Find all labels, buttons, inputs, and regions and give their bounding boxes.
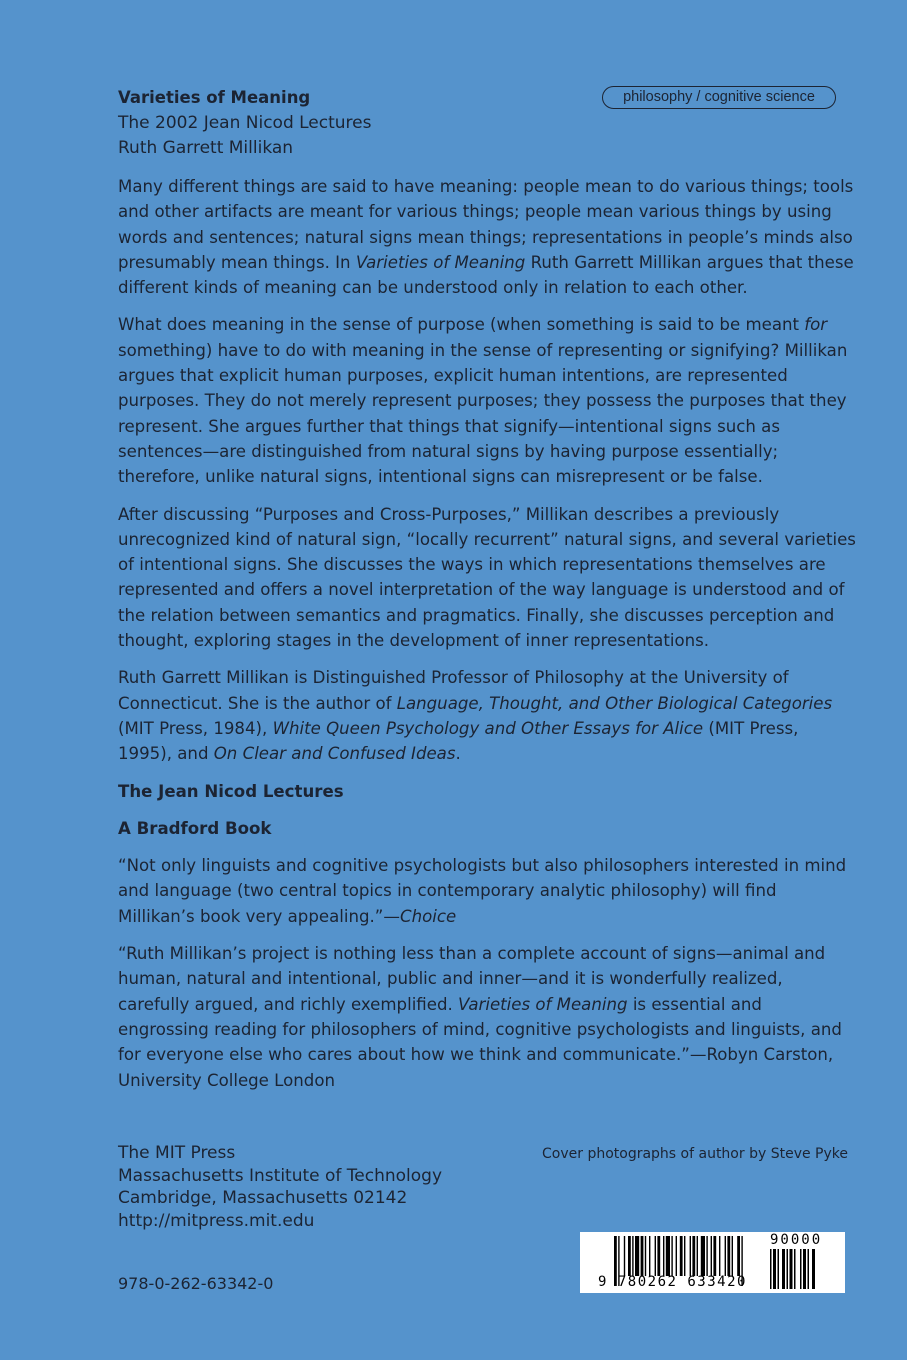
barcode: [580, 1232, 845, 1293]
barcode-bar: [803, 1249, 806, 1289]
barcode-bar: [655, 1236, 656, 1276]
series-line: The 2002 Jean Nicod Lectures: [118, 113, 372, 133]
barcode-bar: [808, 1249, 810, 1289]
barcode-bar: [671, 1236, 672, 1276]
paragraph-author-bio: Ruth Garrett Millikan is Distinguished Professor of Philosophy at the University of Connecticut. She is the author of Language, Thought, and Other Biological Categories (MIT Press, 1984), White Queen Psychology and Other Essays for Alice (MIT Press, 1995), and On Clear and Confused Ideas.: [118, 668, 833, 764]
category-tag: philosophy / cognitive science: [602, 86, 836, 109]
barcode-bar: [635, 1236, 639, 1276]
barcode-digits: 9 780262 633420: [598, 1274, 747, 1290]
barcode-bar: [732, 1236, 733, 1276]
barcode-bar: [778, 1249, 780, 1289]
publisher-url: http://mitpress.mit.edu: [118, 1210, 315, 1231]
barcode-bar: [719, 1236, 720, 1276]
barcode-bar: [794, 1249, 796, 1289]
barcode-bar: [676, 1236, 677, 1276]
barcode-bar: [782, 1249, 785, 1289]
body-text: [118, 174, 856, 1105]
author-name: Ruth Garrett Millikan: [118, 138, 294, 158]
publisher-institution: Massachusetts Institute of Technology: [118, 1165, 443, 1186]
review-quote-choice: “Not only linguists and cognitive psychologists but also philosophers interested in mind and language (two central topics in contemporary analytic philosophy) will find Millikan’s book very appealing.”—Choice: [118, 856, 847, 926]
barcode-bar: [649, 1236, 650, 1276]
barcode-addon-digits: 90000: [770, 1232, 823, 1248]
barcode-bar: [628, 1236, 631, 1276]
photo-credit: Cover photographs of author by Steve Pyke: [542, 1146, 848, 1162]
barcode-bar: [812, 1249, 815, 1289]
barcode-bar: [657, 1236, 660, 1276]
barcode-bar: [632, 1236, 633, 1276]
barcode-bar: [713, 1236, 716, 1276]
barcode-bar: [684, 1236, 685, 1276]
barcode-bar: [666, 1236, 670, 1276]
barcode-bar: [770, 1249, 772, 1289]
series-heading: The Jean Nicod Lectures: [118, 781, 344, 801]
publisher-name: The MIT Press: [118, 1143, 236, 1163]
barcode-bar: [787, 1249, 789, 1289]
paragraph-description-1: Many different things are said to have meaning: people mean to do various things; tools and other artifacts are meant for various things; people mean various things by using words and sentences; natural signs mean things; representations in people’s minds also presumably mean things. In Varieties of Meaning Ruth Garrett Millikan argues that these different kinds of meaning can be understood only in relation to each other.: [118, 177, 854, 298]
imprint-heading: A Bradford Book: [118, 818, 272, 838]
barcode-bar: [706, 1236, 707, 1276]
barcode-bar: [641, 1236, 644, 1276]
barcode-bar: [692, 1236, 695, 1276]
paragraph-description-2: What does meaning in the sense of purpose (when something is said to be meant for something) have to do with meaning in the sense of representing or signifying? Millikan argues that explicit human purposes, explicit human intentions, are represented purposes. They do not merely represent purposes; they possess the purposes that they represent. She argues further that things that signify—intentional signs such as sentences—are distinguished from natural signs by having purpose essentially; therefore, unlike natural signs, intentional signs can misrepresent or be false.: [118, 315, 848, 487]
publisher-block: [118, 1142, 442, 1232]
barcode-bar: [727, 1236, 730, 1276]
barcode-bar: [773, 1249, 776, 1289]
barcode-bar: [690, 1236, 691, 1276]
paragraph-description-3: After discussing “Purposes and Cross-Purposes,” Millikan describes a previously unrecognized kind of natural sign, “locally recurrent” natural signs, and several varieties of intentional signs. She discusses the ways in which representations themselves are represented and offers a novel interpretation of the way language is understood and of the relation between semantics and pragmatics. Finally, she discusses perception and thought, exploring stages in the development of inner representations.: [118, 504, 856, 651]
barcode-bar: [624, 1236, 625, 1276]
barcode-bar: [645, 1236, 646, 1276]
isbn-text: 978-0-262-63342-0: [118, 1274, 274, 1293]
publisher-city: Cambridge, Massachusetts 02142: [118, 1188, 408, 1208]
barcode-bar: [790, 1249, 793, 1289]
barcode-bar: [725, 1236, 726, 1276]
barcode-bar: [663, 1236, 664, 1276]
barcode-bar: [737, 1236, 740, 1276]
barcode-bar: [800, 1249, 802, 1289]
review-quote-carston: “Ruth Millikan’s project is nothing less than a complete account of signs—animal and human, natural and intentional, public and inner—and it is wonderfully realized, carefully argued, and richly exemplified. Varieties of Meaning is essential and engrossing reading for philosophers of mind, cognitive psychologists and linguists, and for everyone else who cares about how we think and communicate.”—Robyn Carston, University College London: [118, 944, 842, 1090]
book-title: Varieties of Meaning: [118, 88, 311, 107]
barcode-bar: [711, 1236, 712, 1276]
barcode-bar: [680, 1236, 683, 1276]
barcode-bar: [701, 1236, 705, 1276]
barcode-bar: [697, 1236, 698, 1276]
